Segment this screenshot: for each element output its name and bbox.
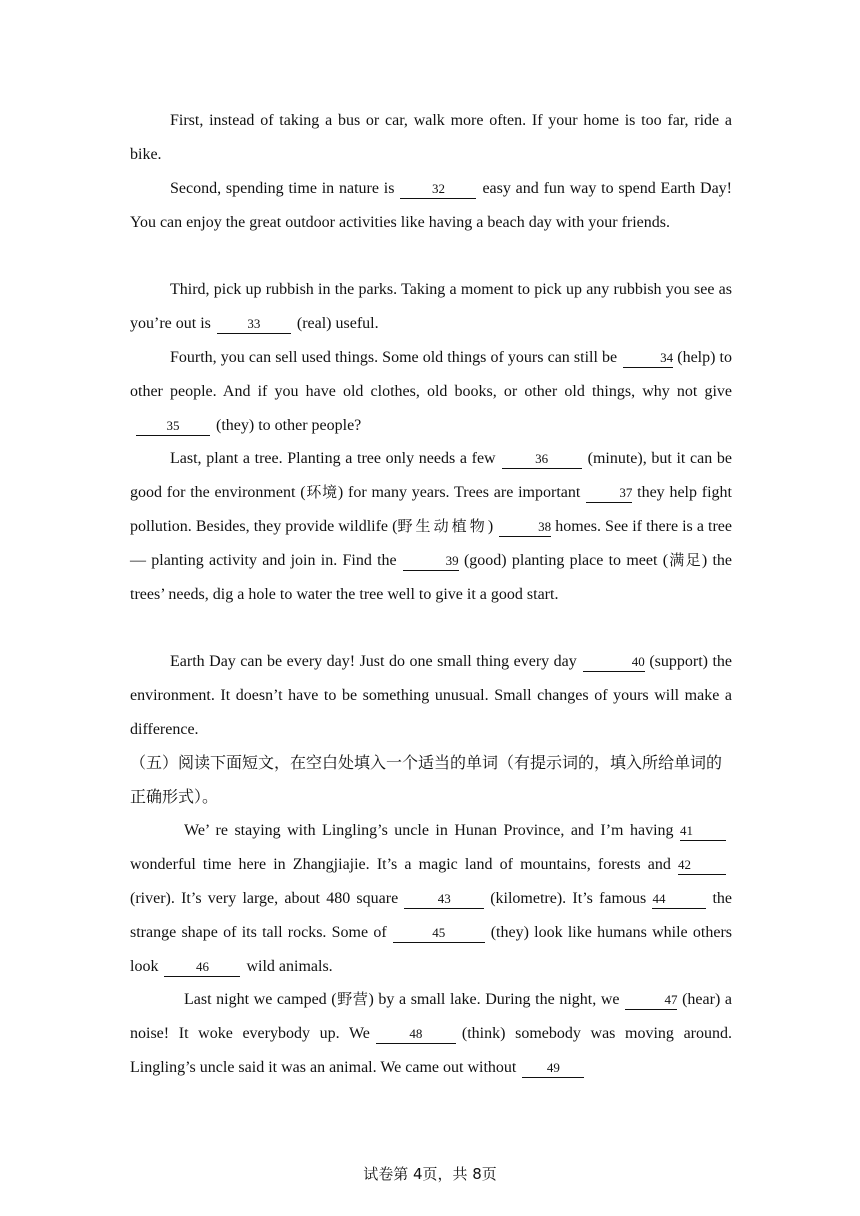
- blank-49[interactable]: 49: [522, 1059, 584, 1078]
- text: wild animals.: [246, 957, 333, 975]
- paragraph-second: [130, 172, 732, 240]
- paragraph-zhangjiajie: [130, 814, 732, 984]
- paragraph-first: [130, 104, 732, 172]
- text: (minute), but it can be good for the environment (: [130, 450, 733, 501]
- blank-37[interactable]: 37: [586, 484, 632, 503]
- text: (river). It’s very large, about 480 square: [130, 889, 399, 907]
- text: (think) somebody was moving around. Lingling’s uncle said it was an animal. We came out without: [130, 1024, 732, 1076]
- paragraph-third: [130, 273, 732, 341]
- text: easy and fun way to spend Earth Day! You can enjoy the great outdoor activities like having a beach day with your friends.: [130, 180, 733, 231]
- text: Earth Day can be every day! Just do one small thing every day: [170, 653, 577, 670]
- text: (real) useful.: [296, 314, 379, 332]
- chinese-gloss: 环境: [305, 482, 338, 501]
- chinese-gloss: 野生动植物: [397, 516, 488, 535]
- text: (good) planting place to meet (: [463, 551, 669, 569]
- blank-47[interactable]: 47: [625, 991, 677, 1010]
- blank-33[interactable]: 33: [217, 315, 291, 334]
- text: (they) look like humans while others look: [130, 923, 732, 975]
- text: We’ re staying with Lingling’s uncle in Hunan Province, and I’m having: [184, 822, 674, 839]
- blank-44[interactable]: 44: [652, 890, 706, 909]
- blank-34[interactable]: 34: [623, 349, 673, 368]
- chinese-gloss: 满足: [668, 550, 702, 569]
- text: (hear) a noise! It woke everybody up. We: [130, 991, 732, 1042]
- text: (help) to other people. And if you have old clothes, old books, or other old things, why not give: [130, 349, 732, 400]
- text: the strange shape of its tall rocks. Some of: [130, 889, 733, 941]
- text: Fourth, you can sell used things. Some old things of yours can still be: [170, 349, 618, 366]
- blank-45[interactable]: 45: [393, 924, 485, 943]
- blank-35[interactable]: 35: [136, 417, 210, 436]
- page-footer: 试卷第 4页，共 8页: [363, 1165, 497, 1183]
- blank-36[interactable]: 36: [502, 450, 582, 469]
- text: ) for many years. Trees are important: [337, 483, 581, 501]
- text: ) by a small lake. During the night, we: [368, 991, 620, 1008]
- text: ) the trees’ needs, dig a hole to water the tree well to give it a good start.: [130, 551, 733, 603]
- blank-42[interactable]: 42: [678, 856, 726, 875]
- text: ): [487, 517, 494, 535]
- text: (support) the environment. It doesn’t have to be something unusual. Small changes of yours will make a difference.: [130, 653, 733, 738]
- blank-43[interactable]: 43: [404, 890, 484, 909]
- text: Last, plant a tree. Planting a tree only needs a few: [170, 450, 496, 467]
- paragraph-last: [130, 442, 732, 612]
- text: (they) to other people?: [216, 416, 362, 434]
- text: homes. See if there is a tree — planting activity and join in. Find the: [130, 517, 732, 569]
- text: they help fight pollution. Besides, they provide wildlife (: [130, 483, 733, 535]
- blank-48[interactable]: 48: [376, 1025, 456, 1044]
- text: Second, spending time in nature is: [170, 180, 395, 197]
- blank-41[interactable]: 41: [680, 822, 726, 841]
- blank-39[interactable]: 39: [403, 552, 459, 571]
- text: Last night we camped (: [184, 991, 337, 1008]
- text: Third, pick up rubbish in the parks. Taking a moment to pick up any rubbish you see as you’re out is: [130, 281, 732, 332]
- blank-38[interactable]: 38: [499, 518, 551, 537]
- paragraph-fourth: [130, 341, 732, 443]
- blank-46[interactable]: 46: [164, 958, 240, 977]
- blank-32[interactable]: 32: [400, 180, 476, 199]
- paragraph-camping: [130, 983, 732, 1085]
- section-five-heading: （五）阅读下面短文，在空白处填入一个适当的单词（有提示词的，填入所给单词的正确形式）。: [130, 753, 723, 806]
- text: wonderful time here in Zhangjiajie. It’s a magic land of mountains, forests and: [130, 855, 671, 873]
- paragraph-earth-day: [130, 645, 732, 747]
- text: (kilometre). It’s famous: [490, 889, 647, 907]
- text: First, instead of taking a bus or car, walk more often. If your home is too far, ride a bike.: [130, 112, 732, 163]
- chinese-gloss: 野营: [336, 990, 369, 1008]
- blank-40[interactable]: 40: [583, 653, 645, 672]
